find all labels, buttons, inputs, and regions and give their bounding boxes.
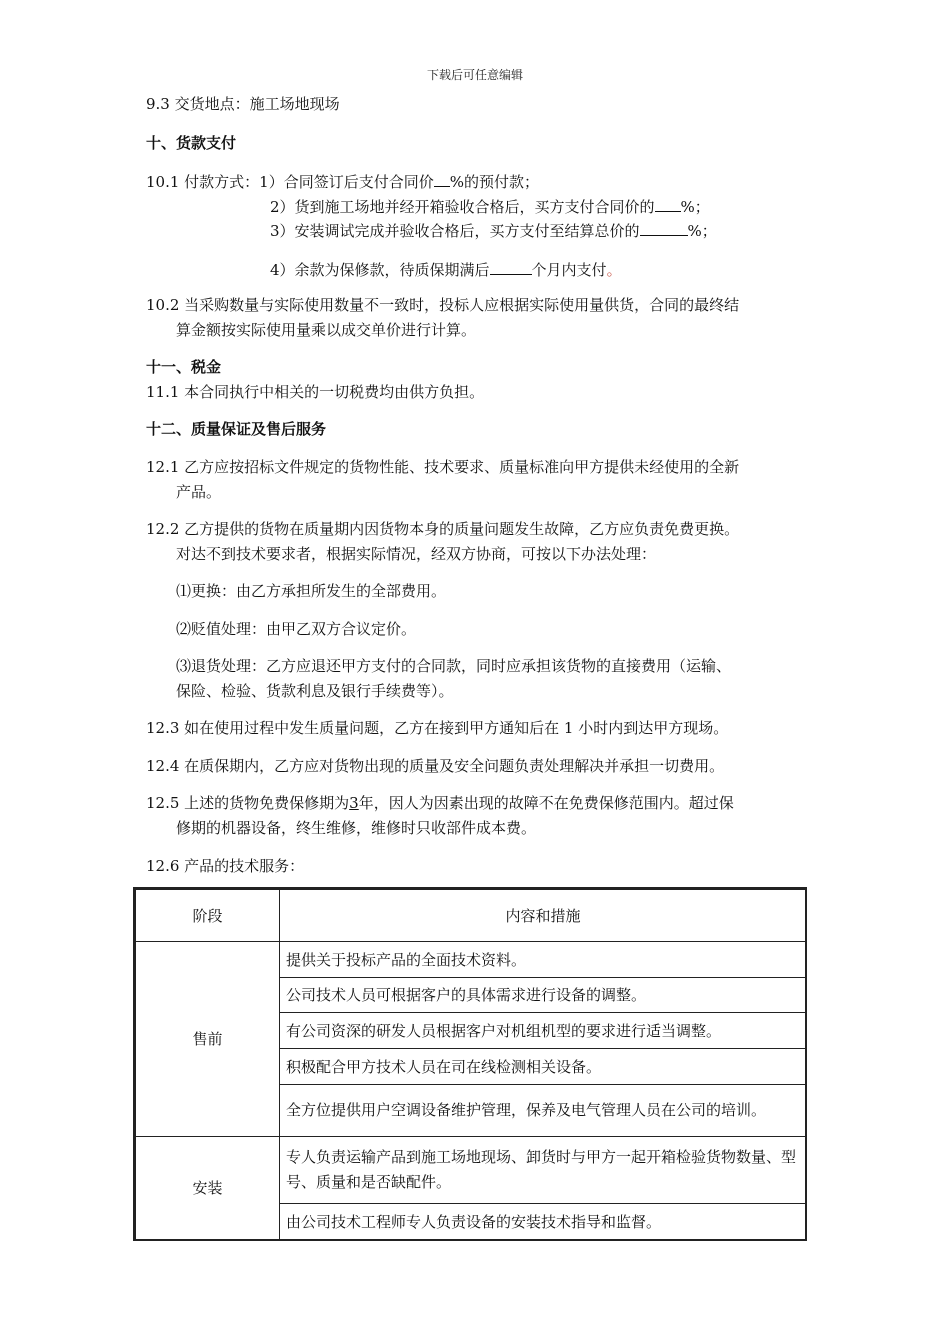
- header-stage: 阶段: [136, 890, 280, 942]
- clause-10-1-item-3-end: %；: [687, 222, 717, 240]
- clause-12-2-option-3-line-2: 保险、检验、货款利息及银行手续费等）。: [176, 682, 454, 700]
- clause-12-5-line-1: [146, 793, 734, 813]
- clause-12-2-option-2: ⑵贬值处理：由甲乙双方合议定价。: [176, 620, 417, 638]
- clause-12-1-line-2: 产品。: [176, 483, 222, 501]
- clause-10-2-line-1: 10.2 当采购数量与实际使用数量不一致时，投标人应根据实际使用量供货，合同的最终结: [146, 296, 740, 314]
- table-header-row: [136, 890, 807, 942]
- presale-item-5: 全方位提供用户空调设备维护管理，保养及电气管理人员在公司的培训。: [280, 1085, 807, 1137]
- clause-10-1-item-3: [270, 219, 717, 241]
- clause-12-2-line-2: 对达不到技术要求者，根据实际情况，经双方协商，可按以下办法处理：: [176, 545, 657, 563]
- table-row: [136, 942, 807, 978]
- clause-12-6: 12.6 产品的技术服务：: [146, 857, 305, 875]
- clause-12-5-line-2: 修期的机器设备，终生维修，维修时只收部件成本费。: [176, 819, 537, 837]
- clause-10-1-item-2-text: 2）货到施工场地并经开箱验收合格后，买方支付合同价的: [270, 198, 655, 216]
- clause-10-1-item-1-end: %的预付款；: [449, 173, 539, 191]
- section-12-heading: 十二、质量保证及售后服务: [146, 420, 327, 438]
- clause-12-3: 12.3 如在使用过程中发生质量问题，乙方在接到甲方通知后在 1 小时内到达甲方现场。: [146, 719, 729, 737]
- clause-10-1-item-4: [270, 258, 622, 280]
- clause-10-1-item-4-text: 4）余款为保修款，待质保期满后: [270, 261, 490, 279]
- clause-12-1-line-1: 12.1 乙方应按招标文件规定的货物性能、技术要求、质量标准向甲方提供未经使用的全新: [146, 458, 740, 476]
- clause-12-2-option-3-line-1: ⑶退货处理：乙方应退还甲方支付的合同款，同时应承担该货物的直接费用（运输、: [176, 657, 732, 675]
- stage-install: 安装: [136, 1137, 280, 1240]
- install-item-1: 专人负责运输产品到施工场地现场、卸货时与甲方一起开箱检验货物数量、型号、质量和是否缺配件。: [280, 1137, 807, 1204]
- blank-field: [655, 195, 681, 212]
- clause-12-2-line-1: 12.2 乙方提供的货物在质量期内因货物本身的质量问题发生故障，乙方应负责免费更换。: [146, 520, 740, 538]
- clause-12-5-text-rest: 年，因人为因素出现的故障不在免费保修范围内。超过保: [358, 794, 734, 812]
- clause-10-1-item-3-text: 3）安装调试完成并验收合格后，买方支付至结算总价的: [270, 222, 640, 240]
- blank-field: [640, 219, 688, 236]
- clause-10-1-item-1-text: 10.1 付款方式：1）合同签订后支付合同价: [146, 173, 434, 191]
- clause-10-1-item-4-end: 。: [606, 261, 622, 279]
- page-header: 下载后可任意编辑: [426, 68, 523, 82]
- clause-10-1-item-1: [146, 170, 539, 192]
- header-content: 内容和措施: [280, 890, 807, 942]
- presale-item-1: 提供关于投标产品的全面技术资料。: [280, 942, 807, 978]
- clause-12-5-text: 12.5 上述的货物免费保修期为: [146, 794, 350, 812]
- blank-field: [434, 170, 450, 187]
- table-row: [136, 1137, 807, 1204]
- clause-10-1-item-2: [270, 195, 710, 217]
- presale-item-2: 公司技术人员可根据客户的具体需求进行设备的调整。: [280, 978, 807, 1013]
- section-11-heading: 十一、税金: [146, 358, 222, 376]
- clause-10-2-line-2: 算金额按实际使用量乘以成交单价进行计算。: [176, 321, 477, 339]
- stage-presale: 售前: [136, 942, 280, 1137]
- presale-item-4: 积极配合甲方技术人员在司在线检测相关设备。: [280, 1049, 807, 1085]
- install-item-2: 由公司技术工程师专人负责设备的安装技术指导和监督。: [280, 1204, 807, 1240]
- presale-item-3: 有公司资深的研发人员根据客户对机组机型的要求进行适当调整。: [280, 1013, 807, 1049]
- clause-11-1: 11.1 本合同执行中相关的一切税费均由供方负担。: [146, 383, 485, 401]
- clause-9-3: 9.3 交货地点：施工场地现场: [146, 95, 340, 113]
- clause-12-4: 12.4 在质保期内，乙方应对货物出现的质量及安全问题负责处理解决并承担一切费用。: [146, 757, 725, 775]
- blank-field: [490, 258, 532, 275]
- clause-10-1-item-2-end: %；: [680, 198, 710, 216]
- clause-12-2-option-1: ⑴更换：由乙方承担所发生的全部费用。: [176, 582, 447, 600]
- tech-service-table: [135, 889, 807, 1240]
- section-10-heading: 十、货款支付: [146, 134, 237, 152]
- clause-10-1-item-4-mid: 个月内支付: [531, 261, 607, 279]
- warranty-years: 3: [349, 794, 359, 812]
